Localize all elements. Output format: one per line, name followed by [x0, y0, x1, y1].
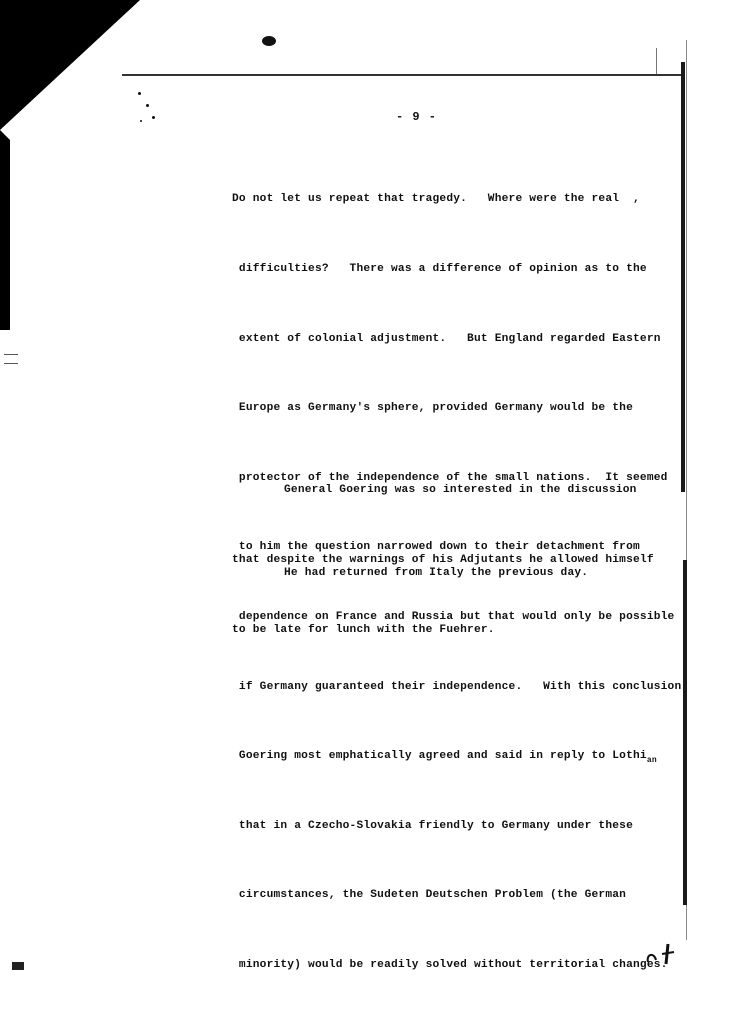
speck	[140, 120, 142, 122]
speck	[138, 92, 141, 95]
handwritten-mark	[644, 940, 684, 966]
ink-blot	[262, 36, 276, 46]
text-line: dependence on France and Russia but that would only be possible	[232, 610, 675, 623]
scan-corner-shadow	[0, 0, 150, 330]
text-line-subscript: an	[646, 756, 657, 766]
text-line-with-subscript	[232, 745, 692, 768]
text-line: minority) would be readily solved without territorial changes.	[232, 958, 668, 971]
text-line: to him the question narrowed down to their detachment from	[232, 541, 640, 554]
scan-top-edge	[122, 74, 682, 76]
paragraph-3	[232, 516, 692, 632]
margin-mark	[4, 354, 18, 364]
text-line: if Germany guaranteed their independence. With this conclusion	[232, 680, 682, 693]
page-number: - 9 -	[396, 110, 438, 124]
text-line: to be late for lunch with the Fuehrer.	[232, 623, 495, 636]
text-line: Do not let us repeat that tragedy. Where were the real ,	[232, 193, 640, 206]
text-line: extent of colonial adjustment. But England regarded Eastern	[232, 332, 661, 345]
speck	[146, 104, 149, 107]
text-line: circumstances, the Sudeten Deutschen Problem (the German	[232, 889, 627, 902]
text-line: General Goering was so interested in the discussion	[284, 484, 637, 497]
scan-top-right-mark	[656, 48, 671, 74]
scan-bottom-mark	[12, 962, 24, 970]
text-line: protector of the independence of the small nations. It seemed	[232, 471, 668, 484]
text-line-main: Goering most emphatically agreed and said in reply to Lothi	[232, 750, 647, 763]
text-line: He had returned from Italy the previous day.	[284, 567, 589, 580]
text-line: that despite the warnings of his Adjutants he allowed himself	[232, 554, 654, 566]
text-line: difficulties? There was a difference of opinion as to the	[232, 263, 647, 275]
text-line: that in a Czecho-Slovakia friendly to Germany under these	[232, 819, 633, 832]
speck	[152, 116, 155, 119]
text-line: Europe as Germany's sphere, provided Germany would be the	[232, 402, 633, 415]
